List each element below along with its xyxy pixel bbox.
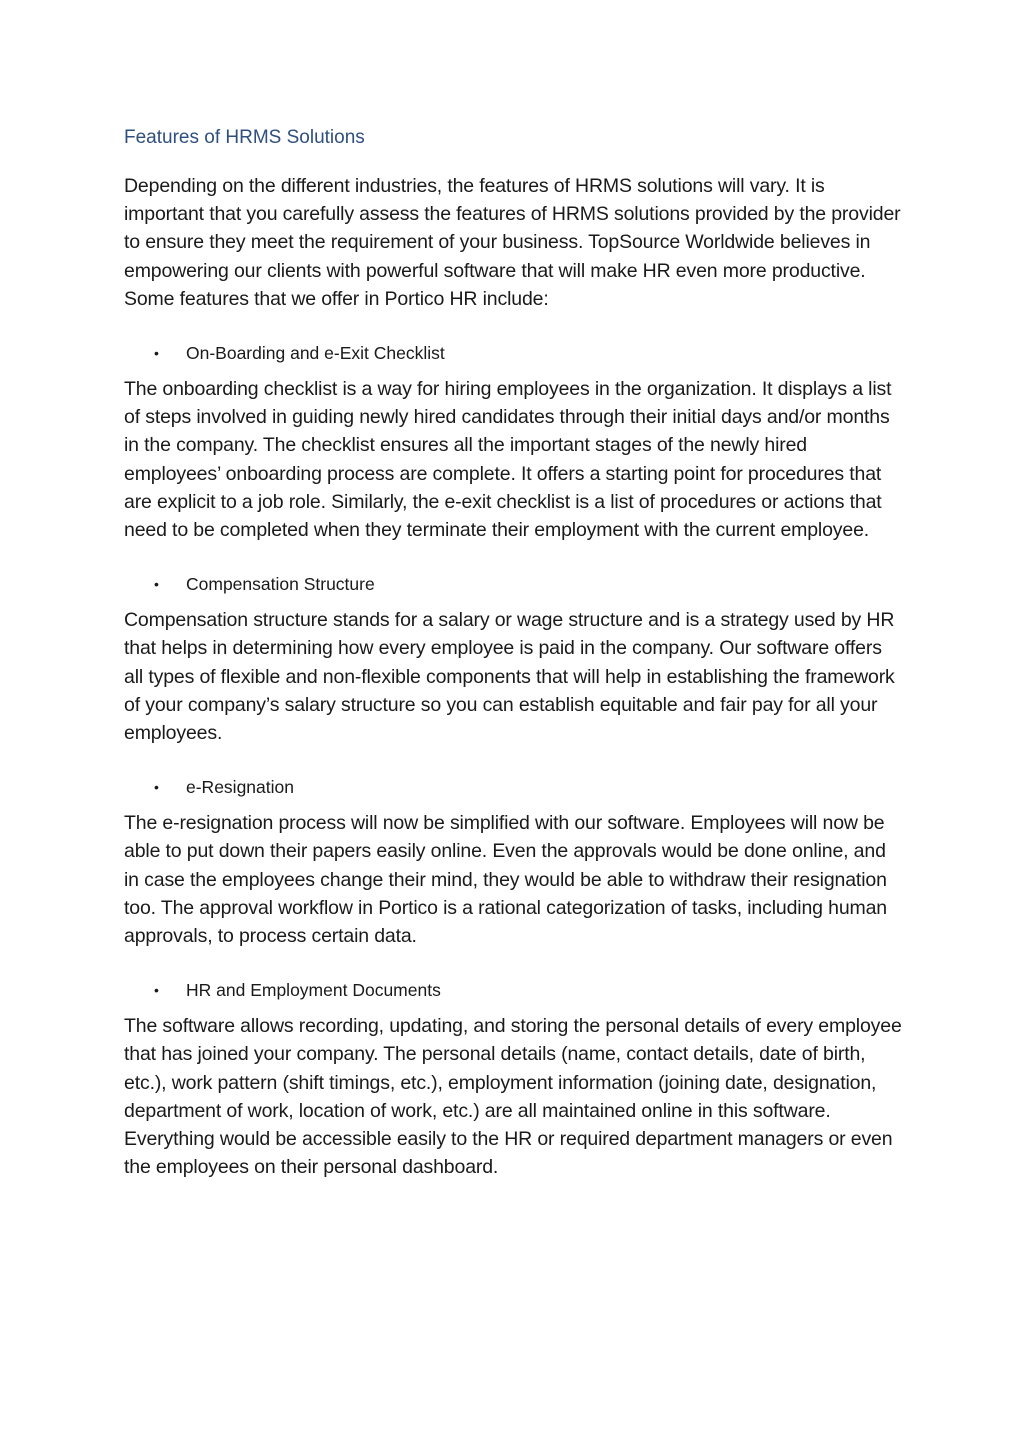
document-page <box>124 124 904 1205</box>
bullet-icon: • <box>154 576 159 593</box>
bullet-icon: • <box>154 982 159 999</box>
feature-body: The onboarding checklist is a way for hiring employees in the organization. It displays a list of steps involved in guiding newly hired candidates through their initial days and/or months in the company. The checklist ensures all the important stages of the newly hired employees’ onboarding process are complete. It offers a starting point for procedures that are explicit to a job role. Similarly, the e-exit checklist is a list of procedures or actions that need to be completed when they terminate their employment with the current employee. <box>124 378 892 542</box>
bullet-item <box>124 337 904 369</box>
feature-title: Compensation Structure <box>186 574 375 595</box>
bullet-item <box>124 568 904 600</box>
bullet-item <box>124 771 904 803</box>
bullet-icon: • <box>154 779 159 796</box>
feature-section-e-resignation <box>124 771 904 950</box>
feature-title: On-Boarding and e-Exit Checklist <box>186 343 445 364</box>
feature-body: The software allows recording, updating, and storing the personal details of every employee that has joined your company. The personal details (name, contact details, date of birth, etc.), work pattern (shift timings, etc.), employment information (joining date, designation, department of work, location of work, etc.) are all maintained online in this software. Everything would be accessible easily to the HR or required department managers or even the employees on their personal dashboard. <box>124 1015 902 1179</box>
intro-paragraph: Depending on the different industries, the features of HRMS solutions will vary. It is important that you carefully assess the features of HRMS solutions provided by the provider to ensure they meet the requirement of your business. TopSource Worldwide believes in empowering our clients with powerful software that will make HR even more productive. Some features that we offer in Portico HR include: <box>124 175 901 310</box>
feature-body: The e-resignation process will now be simplified with our software. Employees will now be able to put down their papers easily online. Even the approvals would be done online, and in case the employees change their mind, they would be able to withdraw their resignation too. The approval workflow in Portico is a rational categorization of tasks, including human approvals, to process certain data. <box>124 812 888 948</box>
bullet-icon: • <box>154 345 159 362</box>
feature-title: e-Resignation <box>186 777 294 798</box>
feature-section-onboarding <box>124 337 904 544</box>
bullet-item <box>124 974 904 1006</box>
feature-body: Compensation structure stands for a salary or wage structure and is a strategy used by HR that helps in determining how every employee is paid in the company. Our software offers all types of flexible and non-flexible components that will help in establishing the framework of your company’s salary structure so you can establish equitable and fair pay for all your employees. <box>124 609 895 745</box>
feature-section-compensation <box>124 568 904 747</box>
feature-title: HR and Employment Documents <box>186 980 441 1001</box>
feature-section-hr-documents <box>124 974 904 1181</box>
section-heading: Features of HRMS Solutions <box>124 127 365 148</box>
